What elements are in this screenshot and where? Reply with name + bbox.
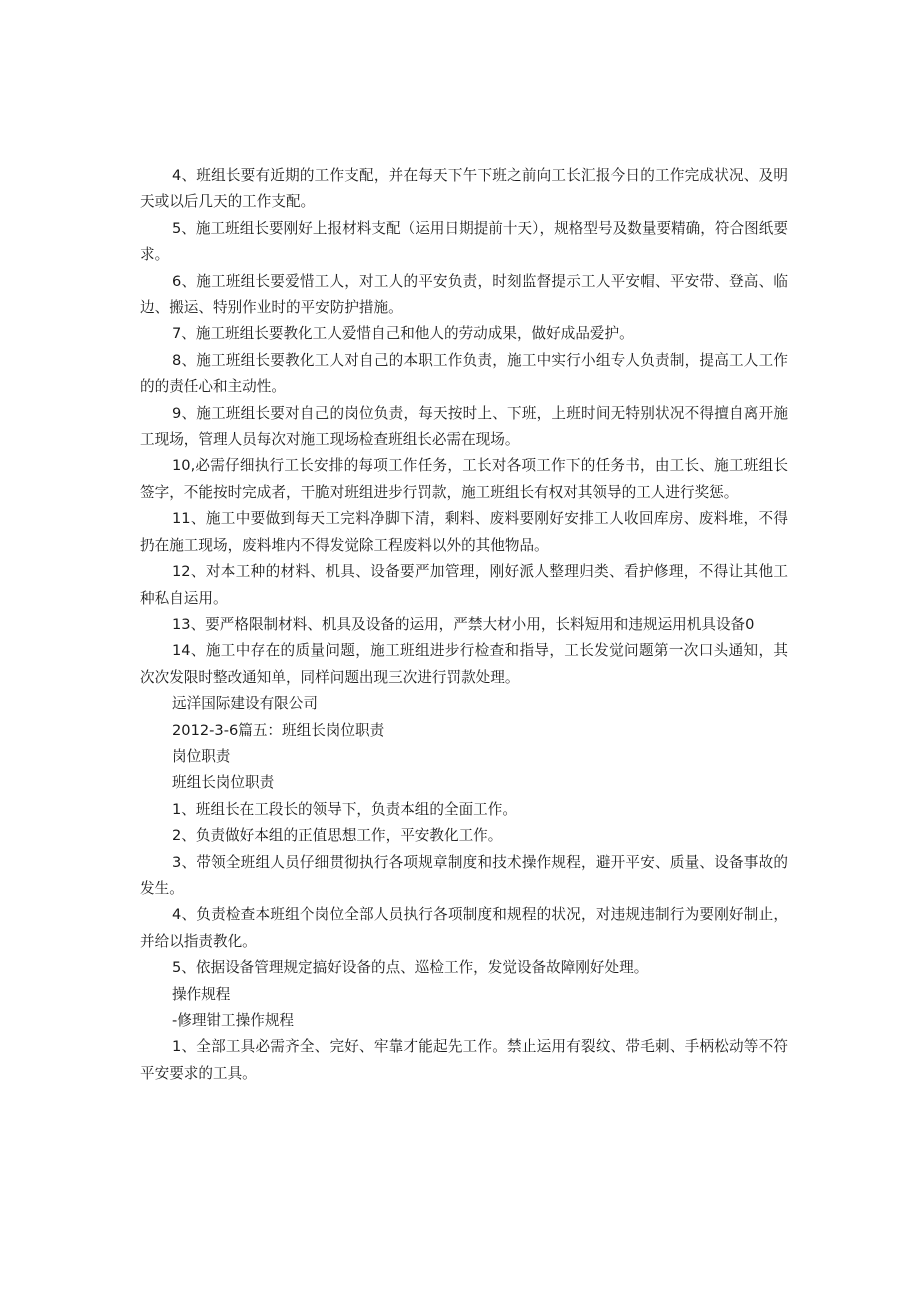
paragraph-item-10-task-execution: 10,必需仔细执行工长安排的每项工作任务，工长对各项工作下的任务书，由工长、施工班组长签字，不能按时完成者，干脆对班组进步行罚款，施工班组长有权对其领导的工人进行奖惩。: [140, 457, 788, 501]
duty-item-4: 4、负责检查本班组个岗位全部人员执行各项制度和规程的状况，对违规违制行为要刚好制止，并给以指责教化。: [140, 906, 788, 950]
heading-team-leader-duties: 班组长岗位职责: [172, 774, 275, 792]
paragraph-item-7-protect-results: 7、施工班组长要教化工人爱惜自己和他人的劳动成果，做好成品爱护。: [172, 325, 634, 343]
paragraph-item-13-material-control: 13、要严格限制材料、机具及设备的运用，严禁大材小用，长料短用和违规运用机具设备0: [172, 615, 755, 633]
paragraph-item-5-material-plan: 5、施工班组长要刚好上报材料支配（运用日期提前十天），规格型号及数量要精确，符合图纸要求。: [140, 219, 788, 264]
paragraph-item-11-site-cleanup: 11、施工中要做到每天工完料净脚下清，剩料、废料要刚好安排工人收回库房、废料堆，不得扔在施工现场，废料堆内不得发觉除工程废料以外的其他物品。: [140, 510, 788, 554]
duty-item-1: 1、班组长在工段长的领导下，负责本组的全面工作。: [172, 800, 517, 818]
duty-item-5: 5、依据设备管理规定搞好设备的点、巡检工作，发觉设备故障刚好处理。: [172, 959, 649, 977]
paragraph-item-8-responsibility: 8、施工班组长要教化工人对自己的本职工作负责，施工中实行小组专人负责制，提高工人工作的的责任心和主动性。: [140, 351, 788, 396]
company-name: 远洋国际建设有限公司: [172, 695, 318, 713]
heading-post-duties: 岗位职责: [172, 747, 231, 765]
document-body: [140, 163, 788, 1087]
procedure-item-1: 1、全部工具必需齐全、完好、牢靠才能起先工作。禁止运用有裂纹、带毛刺、手柄松动等不符平安要求的工具。: [140, 1038, 788, 1082]
paragraph-item-14-quality-issues: 14、施工中存在的质量问题，施工班组进步行检查和指导，工长发觉问题第一次口头通知，其次次发限时整改通知单，同样问题出现三次进行罚款处理。: [140, 642, 788, 686]
heading-operating-procedures: 操作规程: [172, 985, 231, 1003]
paragraph-item-12-equipment-management: 12、对本工种的材料、机具、设备要严加管理，刚好派人整理归类、看护修理，不得让其他工种私自运用。: [140, 563, 788, 607]
duty-item-3: 3、带领全班组人员仔细贯彻执行各项规章制度和技术操作规程，避开平安、质量、设备事故的发生。: [140, 853, 788, 897]
date-and-section-title: 2012-3-6篇五：班组长岗位职责: [172, 721, 385, 739]
paragraph-item-4-work-plan: 4、班组长要有近期的工作支配，并在每天下午下班之前向工长汇报今日的工作完成状况、及明天或以后几天的工作支配。: [140, 167, 788, 211]
heading-fitter-procedures: -修理钳工操作规程: [172, 1012, 295, 1029]
paragraph-item-6-worker-safety: 6、施工班组长要爱惜工人，对工人的平安负责，时刻监督提示工人平安帽、平安带、登高、临边、搬运、特别作业时的平安防护措施。: [140, 272, 788, 317]
paragraph-item-9-post-duty: 9、施工班组长要对自己的岗位负责，每天按时上、下班，上班时间无特别状况不得擅自离开施工现场，管理人员每次对施工现场检查班组长必需在现场。: [140, 404, 788, 449]
duty-item-2: 2、负责做好本组的正值思想工作，平安教化工作。: [172, 827, 503, 845]
